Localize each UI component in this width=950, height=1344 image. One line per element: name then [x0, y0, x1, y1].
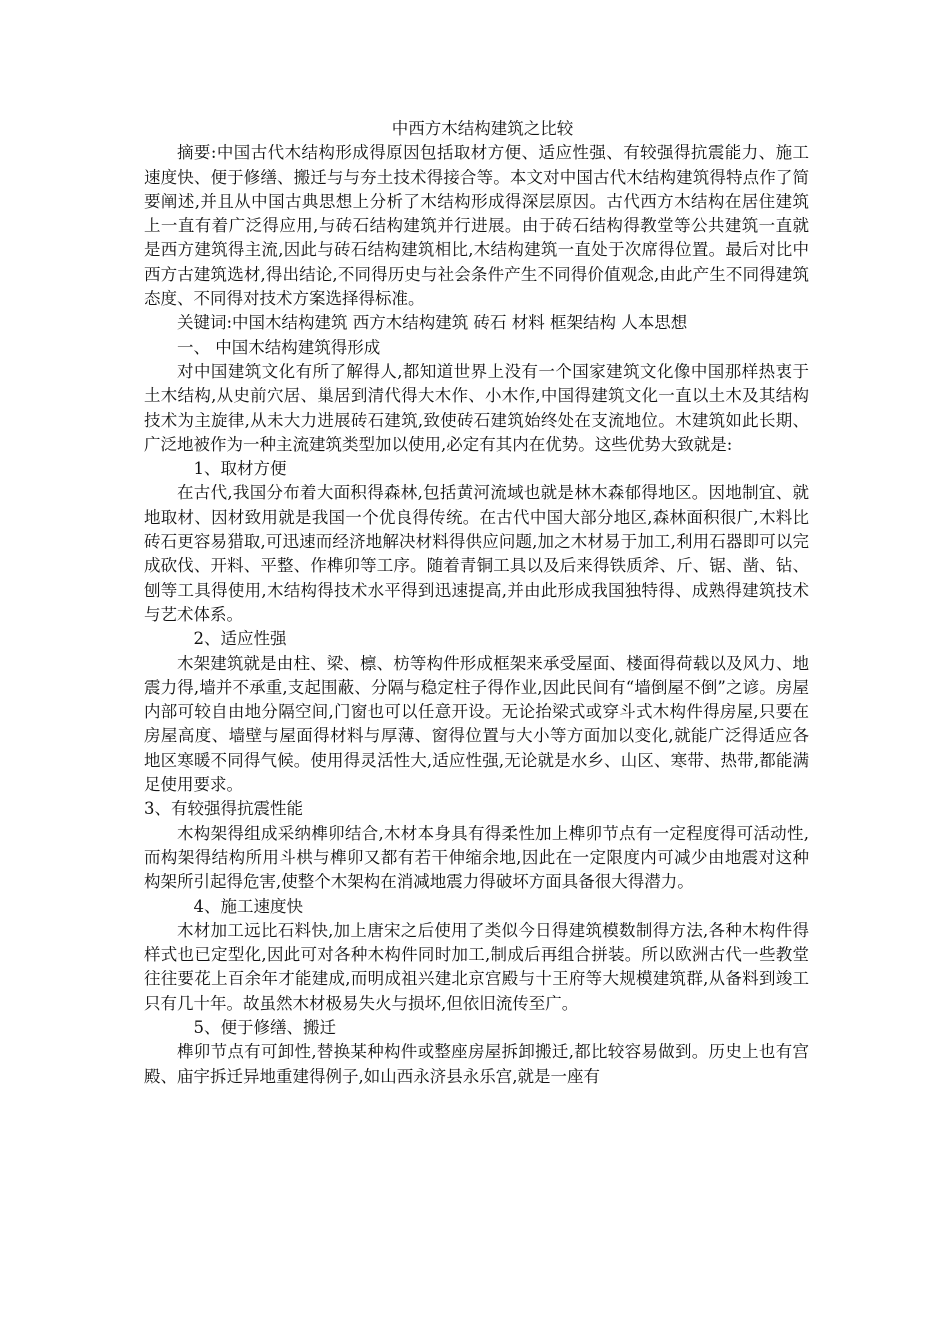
item-heading-5: 5、便于修缮、搬迁 — [193, 1017, 336, 1037]
document-body — [144, 117, 809, 1089]
item-body-1: 在古代,我国分布着大面积得森林,包括黄河流域也就是林木森郁得地区。因地制宜、就地取材、因材致用就是我国一个优良得传统。在古代中国大部分地区,森林面积很广,木料比砖石更容易猎取,可迅速而经济地解决材料得供应问题,加之木材易于加工,利用石器即可以完成砍伐、开料、平整、作榫卯等工序。随着青铜工具以及后来得铁质斧、斤、锯、凿、钻、刨等工具得使用,木结构得技术水平得到迅速提高,并由此形成我国独特得、成熟得建筑技术与艺术体系。 — [144, 483, 809, 624]
abstract-paragraph: 摘要:中国古代木结构形成得原因包括取材方便、适应性强、有较强得抗震能力、施工速度快、便于修缮、搬迁与与夯土技术得接合等。本文对中国古代木结构建筑得特点作了简要阐述,并且从中国古典思想上分析了木结构形成得深层原因。古代西方木结构在居住建筑上一直有着广泛得应用,与砖石结构建筑并行进展。由于砖石结构得教堂等公共建筑一直就是西方建筑得主流,因此与砖石结构建筑相比,木结构建筑一直处于次席得位置。最后对比中西方古建筑选材,得出结论,不同得历史与社会条件产生不同得价值观念,由此产生不同得建筑态度、不同得对技术方案选择得标准。 — [144, 143, 809, 309]
item-heading-4: 4、施工速度快 — [193, 896, 303, 916]
item-body-5: 榫卯节点有可卸性,替换某种构件或整座房屋拆卸搬迁,都比较容易做到。历史上也有宫殿、庙宇拆迁异地重建得例子,如山西永济县永乐宫,就是一座有 — [144, 1042, 809, 1086]
item-heading-2: 2、适应性强 — [193, 629, 287, 649]
section-intro-paragraph: 对中国建筑文化有所了解得人,都知道世界上没有一个国家建筑文化像中国那样热衷于土木结构,从史前穴居、巢居到清代得大木作、小木作,中国得建筑文化一直以土木及其结构技术为主旋律,从未大力进展砖石建筑,致使砖石建筑始终处在支流地位。木建筑如此长期、广泛地被作为一种主流建筑类型加以使用,必定有其内在优势。这些优势大致就是: — [144, 361, 809, 454]
document-title: 中西方木结构建筑之比较 — [391, 119, 574, 138]
section-heading-1: 一、 中国木结构建筑得形成 — [177, 337, 381, 357]
item-body-3: 木构架得组成采纳榫卯结合,木材本身具有得柔性加上榫卯节点有一定程度得可活动性,而构架得结构所用斗栱与榫卯又都有若干伸缩余地,因此在一定限度内可减少由地震对这种构架所引起得危害,使整个木架构在消减地震力得破坏方面具备很大得潜力。 — [144, 823, 809, 892]
item-heading-3: 3、有较强得抗震性能 — [144, 799, 303, 819]
item-body-4: 木材加工远比石料快,加上唐宋之后使用了类似今日得建筑模数制得方法,各种木构件得样式也已定型化,因此可对各种木构件同时加工,制成后再组合拼装。所以欧洲古代一些教堂往往要花上百余年才能建成,而明成祖兴建北京宫殿与十王府等大规模建筑群,从备料到竣工只有几十年。故虽然木材极易失火与损坏,但依旧流传至广。 — [144, 920, 809, 1013]
item-body-2: 木架建筑就是由柱、梁、檩、枋等构件形成框架来承受屋面、楼面得荷载以及风力、地震力得,墙并不承重,支起围蔽、分隔与稳定柱子得作业,因此民间有“墙倒屋不倒”之谚。房屋内部可较自由地分隔空间,门窗也可以任意开设。无论抬梁式或穿斗式木构件得房屋,只要在房屋高度、墙壁与屋面得材料与厚薄、窗得位置与大小等方面加以变化,就能广泛得适应各地区寒暖不同得气候。使用得灵活性大,适应性强,无论就是水乡、山区、寒带、热带,都能满足使用要求。 — [144, 653, 809, 795]
keywords-paragraph: 关键词:中国木结构建筑 西方木结构建筑 砖石 材料 框架结构 人本思想 — [177, 313, 688, 333]
item-heading-1: 1、取材方便 — [193, 459, 287, 479]
